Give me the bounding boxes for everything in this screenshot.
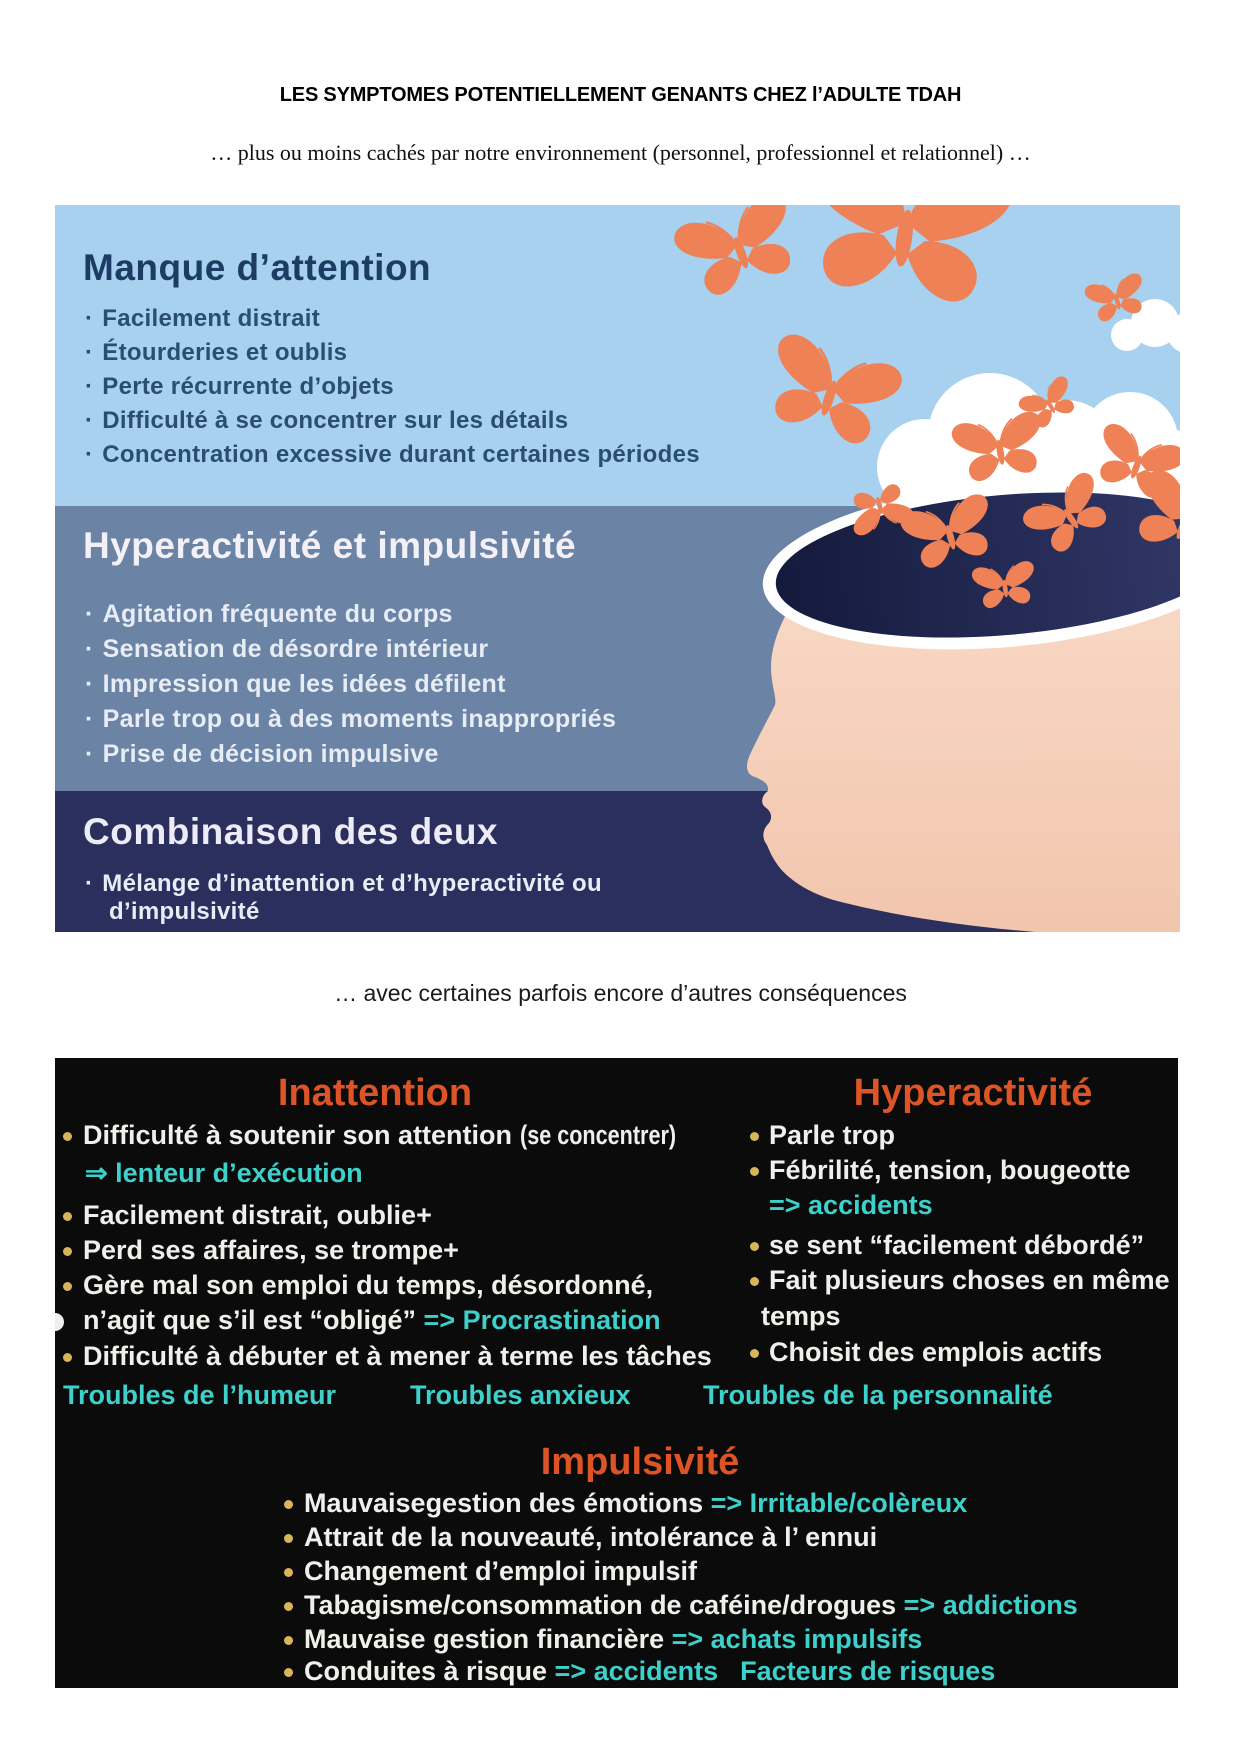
list-item-label: Attrait de la nouveauté, intolérance à l’ ennui [304, 1522, 878, 1552]
bullet-dot: · [85, 339, 94, 366]
section-title-manque-dattention: Manque d’attention [83, 247, 432, 288]
bullet-dot [63, 1247, 72, 1256]
list-item-label: Fait plusieurs choses en même [769, 1265, 1170, 1295]
list-item-label: Perte récurrente d’objets [102, 373, 394, 400]
bullet-dot: · [85, 600, 94, 628]
bullet-dot: · [85, 407, 94, 434]
bullet-dot [284, 1500, 293, 1509]
list-item [83, 1305, 661, 1336]
list-item-label: Facilement distrait [102, 305, 321, 332]
list-item-label: Mélange d’inattention et d’hyperactivité ou d’impulsivité [102, 870, 602, 925]
highlight-text: => accidents [769, 1190, 933, 1220]
highlight-text: => addictions [903, 1590, 1078, 1620]
list-item-label: Choisit des emplois actifs [769, 1337, 1103, 1367]
highlight-text: Facteurs de risques [740, 1656, 996, 1686]
butterfly-icon [670, 205, 807, 303]
highlight-text: => Procrastination [423, 1305, 661, 1335]
bullet-dot: · [85, 740, 94, 768]
list-item-label: temps [761, 1301, 841, 1331]
bullet-dot [284, 1602, 293, 1611]
list-item-label: se sent “facilement débordé” [769, 1230, 1145, 1260]
bullet-half-dot [55, 1313, 64, 1331]
list-item [83, 1120, 715, 1151]
heading-impulsivite: Impulsivité [540, 1441, 740, 1483]
list-item [304, 1556, 697, 1587]
bullet-dot: · [85, 635, 94, 663]
bullet-dot [750, 1132, 759, 1141]
butterfly-icon [757, 330, 906, 452]
caption-between-infographics: … avec certaines parfois encore d’autres conséquences [334, 980, 907, 1006]
list-item [83, 1200, 432, 1231]
list-item-label: Difficulté à soutenir son attention [83, 1120, 520, 1150]
bullet-dot: · [85, 705, 94, 733]
trouble-label: Troubles de l’humeur [63, 1380, 337, 1410]
list-item-label: Impression que les idées défilent [102, 670, 506, 698]
bullet-dot [750, 1277, 759, 1286]
head-butterflies-illustration [55, 205, 1180, 932]
list-item [304, 1488, 967, 1519]
page-title: LES SYMPTOMES POTENTIELLEMENT GENANTS CHEZ l’ADULTE TDAH [279, 84, 962, 106]
list-item [304, 1656, 995, 1687]
list-item-label: n’agit que s’il est “obligé” [83, 1305, 424, 1335]
list-item-label: Sensation de désordre intérieur [102, 635, 489, 663]
bullet-dot [63, 1212, 72, 1221]
list-item [769, 1337, 1102, 1368]
bullet-dot: · [85, 441, 94, 468]
bullet-dot: · [85, 870, 94, 897]
bullet-dot [750, 1349, 759, 1358]
list-item [769, 1120, 895, 1151]
trouble-label: Troubles anxieux [410, 1380, 631, 1410]
list-item-label: Changement d’emploi impulsif [304, 1556, 698, 1586]
list-item [304, 1590, 1078, 1621]
list-item [85, 1158, 363, 1189]
list-item [83, 1341, 712, 1372]
bullet-dot [63, 1353, 72, 1362]
section-title-combinaison: Combinaison des deux [83, 811, 499, 852]
list-item-label: Perd ses affaires, se trompe+ [83, 1235, 459, 1265]
list-item-label: Parle trop ou à des moments inappropriés [102, 705, 617, 733]
list-item [769, 1155, 1131, 1186]
bullet-dot [750, 1167, 759, 1176]
infographic-consequences [55, 1058, 1178, 1688]
list-item-label: Tabagisme/consommation de caféine/drogues [304, 1590, 904, 1620]
list-item-label: Difficulté à se concentrer sur les détails [102, 407, 569, 434]
trouble-label: Troubles de la personnalité [703, 1380, 1053, 1410]
list-item-label: Parle trop [769, 1120, 896, 1150]
highlight-text: => Irritable/colèreux [710, 1488, 968, 1518]
list-item-label: Concentration excessive durant certaines périodes [102, 441, 700, 468]
bullet-dot: · [85, 670, 94, 698]
list-item-label: Mauvaise gestion financière [304, 1624, 672, 1654]
bullet-dot [750, 1242, 759, 1251]
list-item-label: Mauvaisegestion des émotions [304, 1488, 711, 1518]
bullet-dot [284, 1534, 293, 1543]
butterfly-icon [796, 205, 1016, 308]
list-item-label: Agitation fréquente du corps [102, 600, 453, 628]
list-item-label: Conduites à risque [304, 1656, 555, 1686]
bullet-dot: · [85, 373, 94, 400]
bullet-dot [63, 1132, 72, 1141]
list-item-label: Gère mal son emploi du temps, désordonné, [83, 1270, 654, 1300]
bullet-dot: · [85, 305, 94, 332]
list-item [83, 1270, 653, 1301]
highlight-text: => achats impulsifs [671, 1624, 923, 1654]
page-subtitle: … plus ou moins cachés par notre environnement (personnel, professionnel et relationnel) … [210, 140, 1031, 165]
bullet-dot [284, 1668, 293, 1677]
highlight-text: ⇒ lenteur d’exécution [85, 1158, 363, 1188]
bullet-dot [284, 1568, 293, 1577]
list-item [761, 1301, 841, 1332]
list-item [304, 1522, 877, 1553]
infographic-symptom-bands [55, 205, 1180, 932]
list-item-label: Étourderies et oublis [102, 339, 348, 366]
list-item-label: Fébrilité, tension, bougeotte [769, 1155, 1131, 1185]
list-item-label: Prise de décision impulsive [102, 740, 439, 768]
list-item-label: (se concentrer) [519, 1120, 676, 1150]
heading-hyperactivite: Hyperactivité [853, 1072, 1093, 1114]
list-item [304, 1624, 922, 1655]
highlight-text: => accidents [554, 1656, 719, 1686]
list-item-label: Difficulté à débuter et à mener à terme les tâches [83, 1341, 712, 1371]
bullet-dot [63, 1282, 72, 1291]
list-item [769, 1265, 1170, 1296]
list-item-label: Facilement distrait, oublie+ [83, 1200, 432, 1230]
list-item [769, 1190, 933, 1221]
heading-inattention: Inattention [277, 1072, 473, 1114]
bullet-dot [284, 1636, 293, 1645]
section-title-hyperactivite-impulsivite: Hyperactivité et impulsivité [83, 525, 577, 566]
list-item [769, 1230, 1144, 1261]
list-item [83, 1235, 459, 1266]
